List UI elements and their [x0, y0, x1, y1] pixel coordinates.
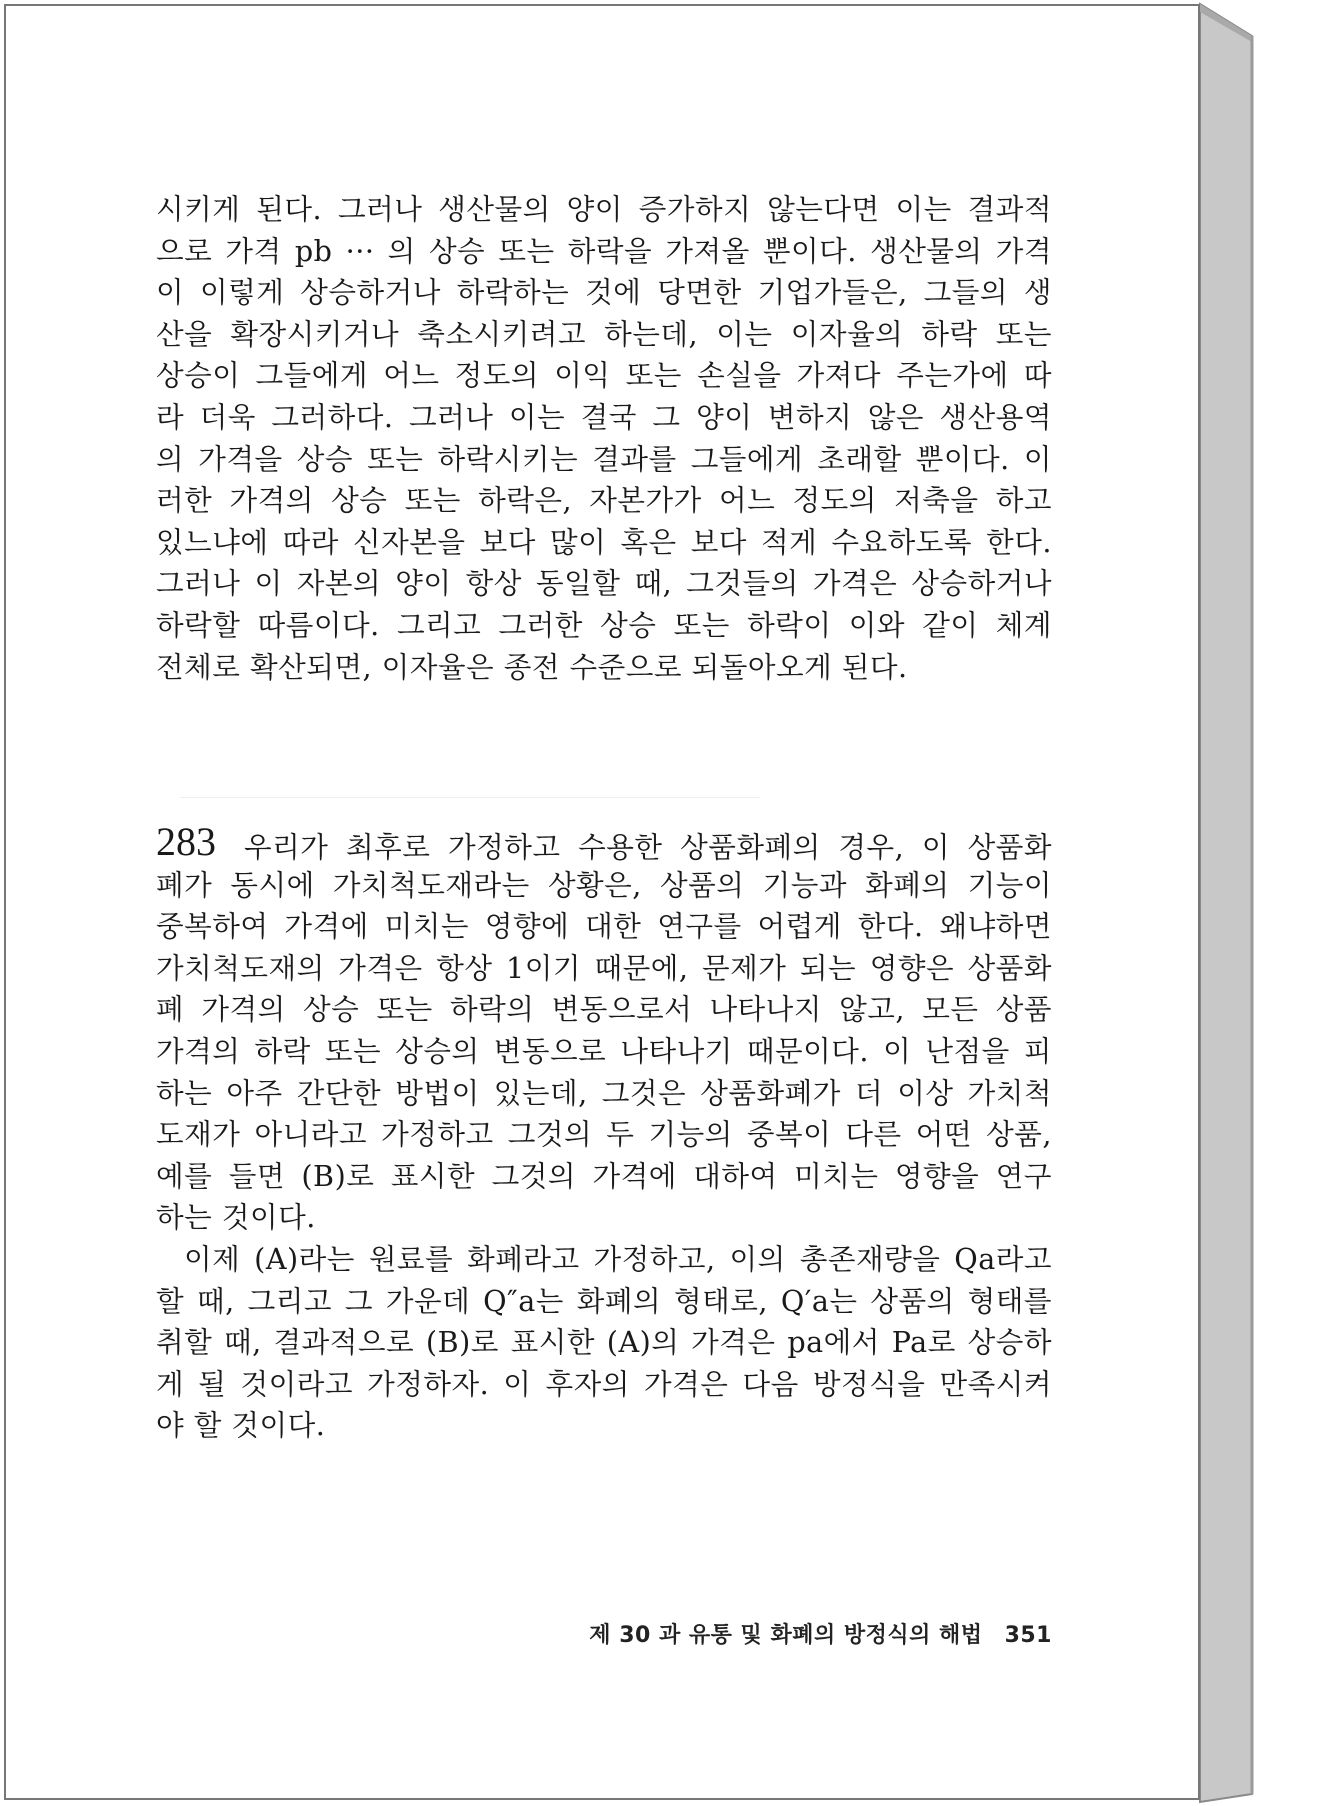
section-283 — [156, 819, 1052, 1447]
text-line: 으로 가격 pb ··· 의 상승 또는 하락을 가져올 뿐이다. 생산물의 가격 — [156, 233, 1052, 268]
text-line: 의 가격을 상승 또는 하락시키는 결과를 그들에게 초래할 뿐이다. 이 — [156, 441, 1052, 476]
text-line: 이 이렇게 상승하거나 하락하는 것에 당면한 기업가들은, 그들의 생 — [156, 275, 1052, 310]
text-line: 하는 아주 간단한 방법이 있는데, 그것은 상품화폐가 더 이상 가치척 — [156, 1075, 1052, 1110]
text-line: 러한 가격의 상승 또는 하락은, 자본가가 어느 정도의 저축을 하고 — [156, 483, 1052, 518]
running-footer — [520, 1618, 1052, 1649]
chapter-title: 제 30 과 유통 및 화폐의 방정식의 해법 — [589, 1623, 983, 1648]
text-line: 도재가 아니라고 가정하고 그것의 두 기능의 중복이 다른 어떤 상품, — [156, 1117, 1052, 1152]
text-line: 전체로 확산되면, 이자율은 종전 수준으로 되돌아오게 된다. — [156, 649, 908, 684]
paragraph-continuation — [156, 189, 1052, 688]
text-line: 중복하여 가격에 미치는 영향에 대한 연구를 어렵게 한다. 왜냐하면 — [156, 909, 1052, 944]
text-line: 상승이 그들에게 어느 정도의 이익 또는 손실을 가져다 주는가에 따 — [156, 358, 1052, 393]
section-divider — [180, 797, 760, 798]
text-line: 이제 (A)라는 원료를 화폐라고 가정하고, 이의 총존재량을 Qa라고 — [184, 1241, 1052, 1276]
text-line: 시키게 된다. 그러나 생산물의 양이 증가하지 않는다면 이는 결과적 — [156, 192, 1052, 226]
text-line: 우리가 최후로 가정하고 수용한 상품화폐의 경우, 이 상품화 — [244, 830, 1052, 864]
text-line: 가격의 하락 또는 상승의 변동으로 나타나기 때문이다. 이 난점을 피 — [156, 1033, 1052, 1068]
text-line: 있느냐에 따라 신자본을 보다 많이 혹은 보다 적게 수요하도록 한다. — [156, 524, 1052, 559]
text-line: 하락할 따름이다. 그리고 그러한 상승 또는 하락이 이와 같이 체계 — [156, 607, 1052, 642]
text-line: 게 될 것이라고 가정하자. 이 후자의 가격은 다음 방정식을 만족시켜 — [156, 1366, 1052, 1401]
section-number: 283 — [156, 819, 216, 864]
text-line: 라 더욱 그러하다. 그러나 이는 결국 그 양이 변하지 않은 생산용역 — [156, 399, 1052, 434]
text-line: 그러나 이 자본의 양이 항상 동일할 때, 그것들의 가격은 상승하거나 — [156, 566, 1052, 601]
text-line: 폐 가격의 상승 또는 하락의 변동으로서 나타나지 않고, 모든 상품 — [156, 992, 1052, 1027]
text-line-with-section-number — [156, 819, 1052, 865]
text-line: 야 할 것이다. — [156, 1408, 326, 1443]
page-number: 351 — [1004, 1623, 1052, 1648]
text-line: 예를 들면 (B)로 표시한 그것의 가격에 대하여 미치는 영향을 연구 — [156, 1158, 1052, 1193]
text-line: 산을 확장시키거나 축소시키려고 하는데, 이는 이자율의 하락 또는 — [156, 316, 1052, 351]
text-line: 가치척도재의 가격은 항상 1이기 때문에, 문제가 되는 영향은 상품화 — [156, 950, 1052, 985]
text-line: 폐가 동시에 가치척도재라는 상황은, 상품의 기능과 화폐의 기능이 — [156, 867, 1052, 902]
text-line: 취할 때, 결과적으로 (B)로 표시한 (A)의 가격은 pa에서 Pa로 상승하 — [156, 1325, 1052, 1360]
text-line: 하는 것이다. — [156, 1200, 316, 1235]
text-line: 할 때, 그리고 그 가운데 Q″a는 화폐의 형태로, Q′a는 상품의 형태를 — [156, 1283, 1052, 1318]
